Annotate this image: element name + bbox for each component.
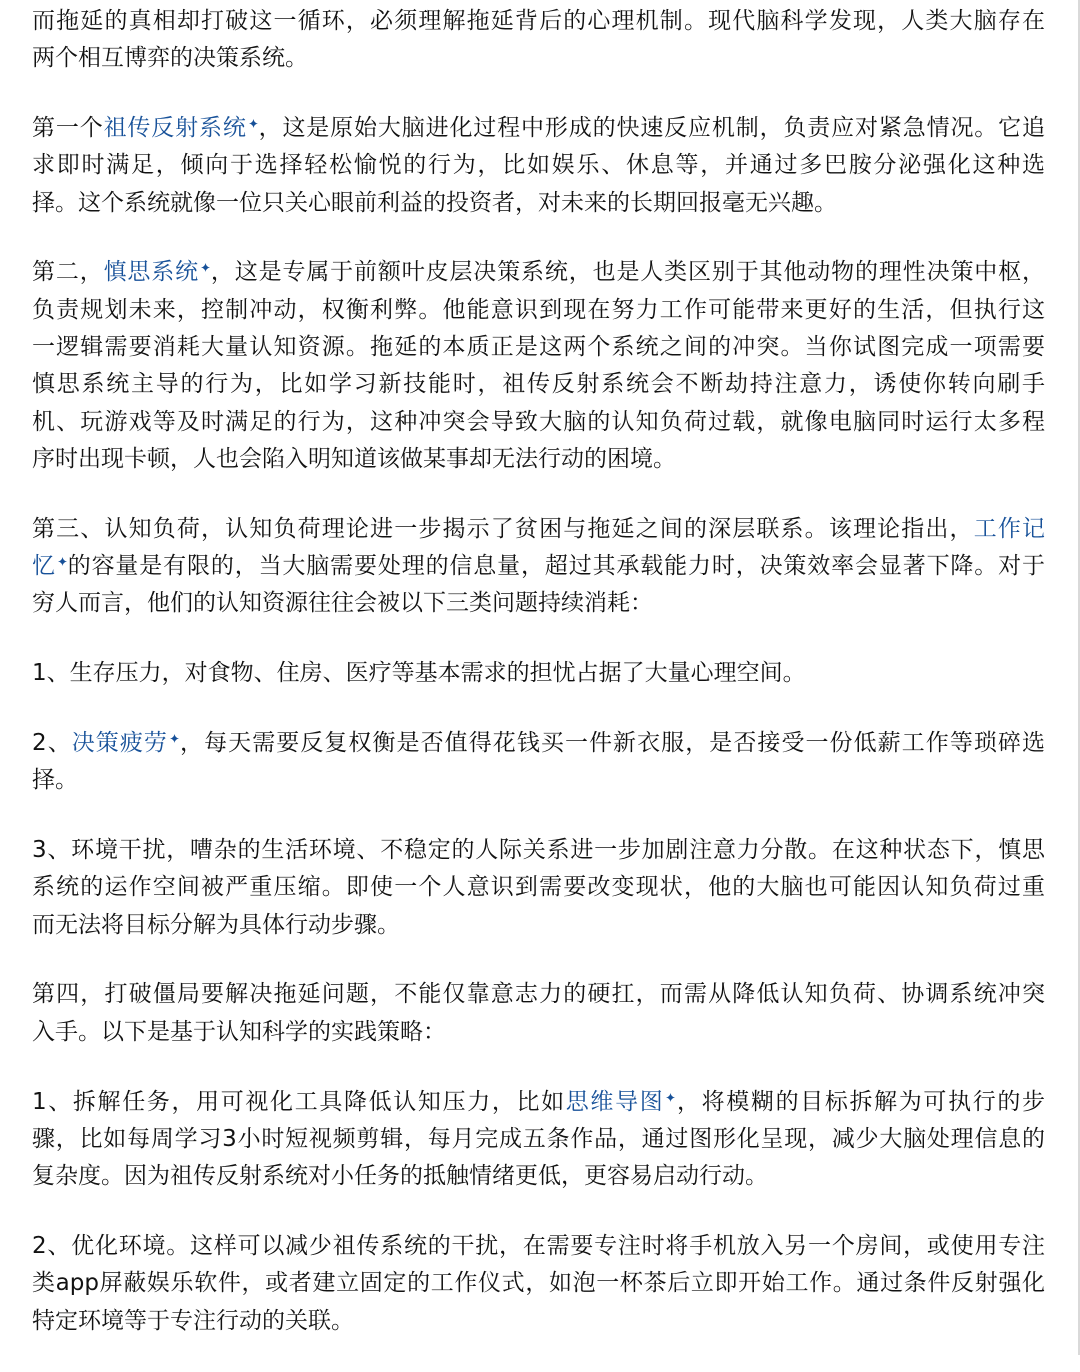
text-line [32, 147, 1045, 184]
text-run: 序时出现卡顿，人也会陷入明知道该做某事却无法行动的困境。 [32, 445, 676, 472]
paragraph [32, 832, 1045, 944]
text-run: 第四，打破僵局要解决拖延问题，不能仅靠意志力的硬扛，而需从降低认知负荷、协调系统冲突 [32, 981, 1045, 1008]
text-line [32, 548, 1045, 585]
text-run: 第三、认知负荷，认知负荷理论进一步揭示了贫困与拖延之间的深层联系。该理论指出， [32, 515, 974, 542]
keyword-link-label: 祖传反射系统 [103, 115, 247, 142]
text-line [32, 366, 1045, 403]
text-line [32, 511, 1045, 548]
text-run: 2、优化环境。这样可以减少祖传系统的干扰，在需要专注时将手机放入另一个房间，或使用专注 [32, 1232, 1045, 1259]
sparkle-icon [666, 1093, 675, 1102]
keyword-link-label: 思维导图 [565, 1088, 665, 1115]
text-line [32, 1121, 1045, 1158]
text-line [32, 1228, 1045, 1265]
text-run: 一逻辑需要消耗大量认知资源。拖延的本质正是这两个系统之间的冲突。当你试图完成一项需要 [32, 334, 1045, 361]
text-run: 而无法将目标分解为具体行动步骤。 [32, 911, 400, 938]
paragraph [32, 110, 1045, 222]
text-line [32, 1014, 1045, 1051]
keyword-link-label: 工作记 [973, 515, 1045, 542]
text-line [32, 185, 1045, 222]
keyword-link[interactable] [72, 730, 179, 756]
text-line [32, 832, 1045, 869]
text-line [32, 869, 1045, 906]
paragraph [32, 3, 1045, 78]
text-run: ，这是原始大脑进化过程中形成的快速反应机制，负责应对紧急情况。它追 [257, 115, 1045, 142]
text-line [32, 329, 1045, 366]
text-run: 特定环境等于专注行动的关联。 [32, 1307, 354, 1334]
keyword-link-label: 慎思系统 [103, 259, 200, 286]
text-line [32, 1303, 1045, 1340]
paragraph [32, 1228, 1045, 1340]
text-line [32, 40, 1045, 77]
text-run: 而拖延的真相却打破这一循环，必须理解拖延背后的心理机制。现代脑科学发现，人类大脑存在 [32, 8, 1045, 34]
keyword-link[interactable] [104, 259, 210, 285]
text-line [32, 404, 1045, 441]
text-run: 第二， [32, 259, 104, 286]
text-run: 机、玩游戏等及时满足的行为，这种冲突会导致大脑的认知负荷过载，就像电脑同时运行太多程 [32, 408, 1045, 435]
keyword-link-label: 忆 [32, 553, 56, 580]
text-run: 求即时满足，倾向于选择轻松愉悦的行为，比如娱乐、休息等，并通过多巴胺分泌强化这种选 [32, 152, 1045, 179]
sparkle-icon [170, 734, 179, 743]
article-body [32, 3, 1045, 1372]
text-run: 负责规划未来，控制冲动，权衡利弊。他能意识到现在努力工作可能带来更好的生活，但执行这 [32, 296, 1045, 323]
sparkle-icon [58, 557, 67, 566]
text-run: ，将模糊的目标拆解为可执行的步 [675, 1088, 1045, 1115]
text-line [32, 762, 1045, 799]
paragraph [32, 254, 1045, 478]
text-line [32, 585, 1045, 622]
keyword-link-label: 决策疲劳 [71, 729, 168, 756]
text-run: 1、生存压力，对食物、住房、医疗等基本需求的担忧占据了大量心理空间。 [32, 660, 806, 687]
text-run: 2、 [32, 729, 72, 756]
paragraph [32, 1084, 1045, 1196]
text-line [32, 1265, 1045, 1302]
text-run: 慎思系统主导的行为，比如学习新技能时，祖传反射系统会不断劫持注意力，诱使你转向刷手 [32, 371, 1045, 398]
keyword-link[interactable] [32, 553, 67, 579]
text-run: 择。 [32, 767, 78, 794]
text-line [32, 976, 1045, 1013]
text-run: 复杂度。因为祖传反射系统对小任务的抵触情绪更低，更容易启动行动。 [32, 1163, 768, 1190]
text-line [32, 655, 1045, 692]
keyword-link[interactable] [566, 1089, 676, 1115]
text-run: 的容量是有限的，当大脑需要处理的信息量，超过其承载能力时，决策效率会显著下降。对于 [66, 553, 1045, 580]
text-line [32, 292, 1045, 329]
text-run: 入手。以下是基于认知科学的实践策略： [32, 1018, 446, 1045]
text-run: 择。这个系统就像一位只关心眼前利益的投资者，对未来的长期回报毫无兴趣。 [32, 189, 837, 216]
paragraph [32, 976, 1045, 1051]
text-run: 骤，比如每周学习3小时短视频剪辑，每月完成五条作品，通过图形化呈现，减少大脑处理信息的 [32, 1125, 1045, 1152]
text-run: 两个相互博弈的决策系统。 [32, 45, 308, 72]
paragraph [32, 725, 1045, 800]
text-run: 系统的运作空间被严重压缩。即使一个人意识到需要改变现状，他的大脑也可能因认知负荷过重 [32, 874, 1045, 901]
text-run: ，这是专属于前额叶皮层决策系统，也是人类区别于其他动物的理性决策中枢， [210, 259, 1045, 286]
text-line [32, 1158, 1045, 1195]
text-run: 类app屏蔽娱乐软件，或者建立固定的工作仪式，如泡一杯茶后立即开始工作。通过条件反射强化 [32, 1270, 1045, 1297]
text-run: 穷人而言，他们的认知资源往往会被以下三类问题持续消耗： [32, 590, 653, 617]
text-line [32, 254, 1045, 291]
text-line [32, 725, 1045, 762]
text-line [32, 3, 1045, 40]
keyword-link[interactable] [104, 115, 258, 141]
text-run: 第一个 [32, 115, 104, 142]
text-line [32, 1084, 1045, 1121]
text-run: 3、环境干扰，嘈杂的生活环境、不稳定的人际关系进一步加剧注意力分散。在这种状态下，慎思 [32, 837, 1045, 864]
sparkle-icon [249, 119, 258, 128]
text-line [32, 110, 1045, 147]
keyword-link[interactable] [974, 516, 1045, 542]
sparkle-icon [201, 263, 210, 272]
text-line [32, 907, 1045, 944]
text-run: ，每天需要反复权衡是否值得花钱买一件新衣服，是否接受一份低薪工作等琐碎选 [178, 729, 1045, 756]
text-line [32, 441, 1045, 478]
text-run: 1、拆解任务，用可视化工具降低认知压力，比如 [32, 1088, 566, 1115]
paragraph [32, 655, 1045, 692]
paragraph [32, 511, 1045, 623]
